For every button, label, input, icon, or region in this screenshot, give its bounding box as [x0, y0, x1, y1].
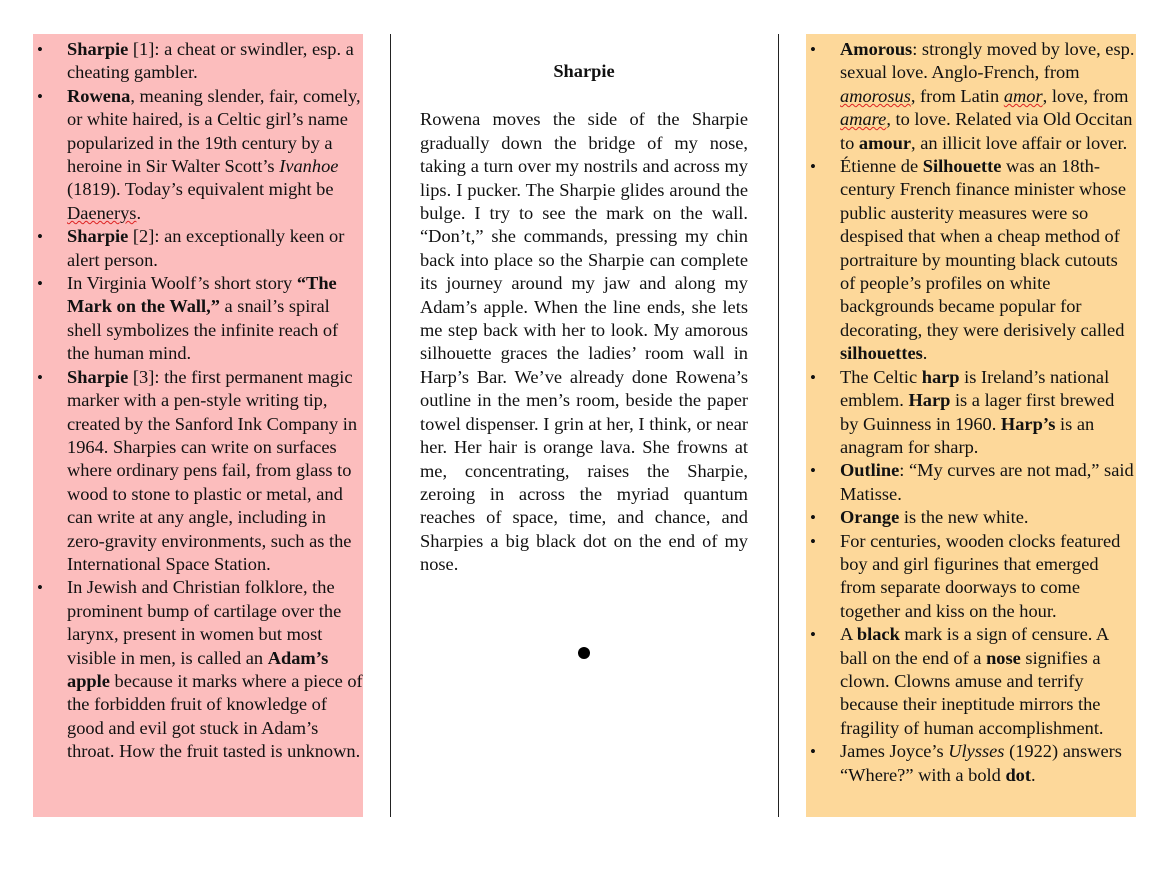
entry-text: amare — [840, 109, 887, 130]
glossary-entry — [33, 38, 363, 85]
entry-text: “The Mark on the Wall,” — [67, 273, 337, 317]
entry-text: James Joyce’s — [840, 741, 949, 762]
glossary-entry — [806, 38, 1136, 155]
entry-text: . — [922, 343, 928, 364]
entry-text: Sharpie — [67, 39, 129, 59]
glossary-entry — [806, 530, 1136, 624]
entry-text: was an 18th-century French finance minister whose public austerity measures were so despised that when a cheap method of portraiture by mounting black cutouts of people’s profiles on white backgrounds became popular for decorating, they were derisively called — [840, 156, 1126, 340]
right-glossary-list — [806, 34, 1136, 787]
bullet-icon: • — [37, 227, 43, 247]
entry-text: because it marks where a piece of the forbidden fruit of knowledge of good and evil got stuck in Adam’s throat. How the fruit tasted is unknown. — [67, 670, 363, 762]
bullet-icon: • — [810, 40, 816, 59]
entry-text: [1]: a cheat or swindler, esp. a cheating gambler. — [67, 39, 354, 83]
entry-text: dot — [1005, 764, 1031, 785]
story-body: Rowena moves the side of the Sharpie gradually down the bridge of my nose, taking a turn over my nostrils and across my lips. I pucker. The Sharpie glides around the bulge. I try to see the mark on the wall. “Don’t,” she commands, pressing my chin back into place so the Sharpie can complete its journey around my jaw and along my Adam’s apple. When the line ends, she lets me step back with her to look. My amorous silhouette graces the ladies’ room wall in Harp’s Bar. We’ve already done Rowena’s outline in the men’s room, beside the paper towel dispenser. I grin at her, I think, or near her. Her hair is orange lava. She frowns at me, concentrating, raises the Sharpie, zeroing in across the myriad quantum reaches of space, time, and chance, and Sharpies a big black dot on the end of my nose. — [420, 109, 748, 575]
bullet-icon: • — [37, 578, 43, 598]
entry-text: Daenerys — [67, 202, 137, 223]
entry-text: a snail’s spiral shell symbolizes the infinite reach of the human mind. — [67, 296, 339, 364]
glossary-entry — [33, 272, 363, 366]
entry-text: Ulysses — [948, 741, 1005, 762]
entry-text: , meaning slender, fair, comely, or white haired, is a Celtic girl’s name popularized in the 19th century by a heroine in Sir Walter Scott’s — [67, 85, 361, 177]
glossary-entry — [806, 459, 1136, 506]
entry-text: nose — [986, 647, 1021, 668]
bullet-icon: • — [810, 508, 816, 528]
bullet-icon: • — [37, 367, 43, 387]
entry-text: . — [136, 202, 142, 223]
entry-text: [3]: the first permanent magic marker with a pen-style writing tip, created by the Sanford Ink Company in 1964. Sharpies can write on surfaces where ordinary pens fail, from glass to wood to stone to plastic or metal, and can write at any angle, including in zero-gravity environments, such as the International Space Station. — [67, 366, 358, 574]
left-glossary-list — [33, 34, 363, 764]
entry-text: Sharpie — [67, 366, 129, 387]
bullet-icon: • — [37, 274, 43, 294]
entry-text: , an illicit love affair or lover. — [911, 132, 1128, 153]
entry-text: (1922) answers “Where?” with a bold — [840, 741, 1122, 785]
story-column — [390, 34, 778, 817]
entry-text: silhouettes — [840, 343, 923, 364]
black-dot — [578, 647, 590, 659]
right-glossary-column — [806, 34, 1136, 817]
glossary-entry — [806, 366, 1136, 460]
entry-text: Orange — [840, 507, 900, 528]
entry-text: mark is a sign of censure. A ball on the end of a — [840, 624, 1109, 668]
entry-text: A — [840, 624, 857, 645]
glossary-entry — [33, 576, 363, 763]
bullet-icon: • — [810, 531, 816, 551]
bullet-icon: • — [37, 40, 43, 59]
entry-text: signifies a clown. Clowns amuse and terrify because their ineptitude mirrors the fragility of human accomplishment. — [840, 647, 1104, 738]
entry-text: For centuries, wooden clocks featured boy and girl figurines that emerged from separate doorways to come together and kiss on the hour. — [840, 530, 1121, 621]
entry-text: [2]: an exceptionally keen or alert person. — [67, 226, 345, 270]
entry-text: , from Latin — [910, 85, 1004, 106]
entry-text: Rowena — [67, 85, 131, 106]
bullet-icon: • — [810, 157, 816, 177]
entry-text: Harp — [908, 390, 951, 411]
glossary-entry — [33, 225, 363, 272]
entry-text: The Celtic — [840, 366, 922, 387]
bullet-icon: • — [37, 86, 43, 106]
entry-text: black — [856, 624, 900, 645]
entry-text: Outline — [840, 460, 900, 481]
entry-text: In Jewish and Christian folklore, the prominent bump of cartilage over the larynx, present in women but most visible in men, is called an — [67, 577, 342, 668]
entry-text: , love, from — [1042, 85, 1129, 106]
glossary-entry — [33, 85, 363, 225]
left-glossary-column — [33, 34, 363, 817]
entry-text: amor — [1003, 85, 1043, 106]
bullet-icon: • — [810, 742, 816, 762]
entry-text: is an anagram for sharp. — [840, 413, 1095, 457]
entry-text: Amorous — [840, 39, 913, 59]
entry-text: is the new white. — [899, 507, 1029, 528]
story-title: Sharpie — [553, 61, 615, 81]
entry-text: Harp’s — [1000, 413, 1056, 434]
glossary-entry — [33, 366, 363, 577]
glossary-entry — [806, 506, 1136, 529]
glossary-entry — [806, 740, 1136, 787]
entry-text: Silhouette — [922, 156, 1002, 177]
entry-text: harp — [921, 366, 960, 387]
entry-text: (1819). Today’s equivalent might be — [67, 179, 334, 200]
glossary-entry — [806, 623, 1136, 740]
entry-text: In Virginia Woolf’s short story — [67, 273, 297, 294]
entry-text: amorosus — [840, 85, 911, 106]
entry-text: : “My curves are not mad,” said Matisse. — [840, 460, 1134, 504]
entry-text: Étienne de — [840, 156, 923, 177]
glossary-entry — [806, 155, 1136, 366]
bullet-icon: • — [810, 625, 816, 645]
entry-text: . — [1031, 764, 1036, 785]
right-divider — [778, 34, 779, 817]
entry-text: Adam’s apple — [67, 647, 329, 691]
entry-text: Ivanhoe — [279, 156, 339, 177]
bullet-icon: • — [810, 461, 816, 481]
entry-text: is a lager first brewed by Guinness in 1960. — [840, 390, 1115, 434]
entry-text: is Ireland’s national emblem. — [840, 366, 1110, 411]
bullet-icon: • — [810, 367, 816, 387]
entry-text: : strongly moved by love, esp. sexual love. Anglo-French, from — [840, 39, 1135, 83]
entry-text: amour — [858, 132, 912, 153]
entry-text: , to love. Related via Old Occitan to — [840, 109, 1133, 153]
entry-text: Sharpie — [67, 226, 129, 247]
